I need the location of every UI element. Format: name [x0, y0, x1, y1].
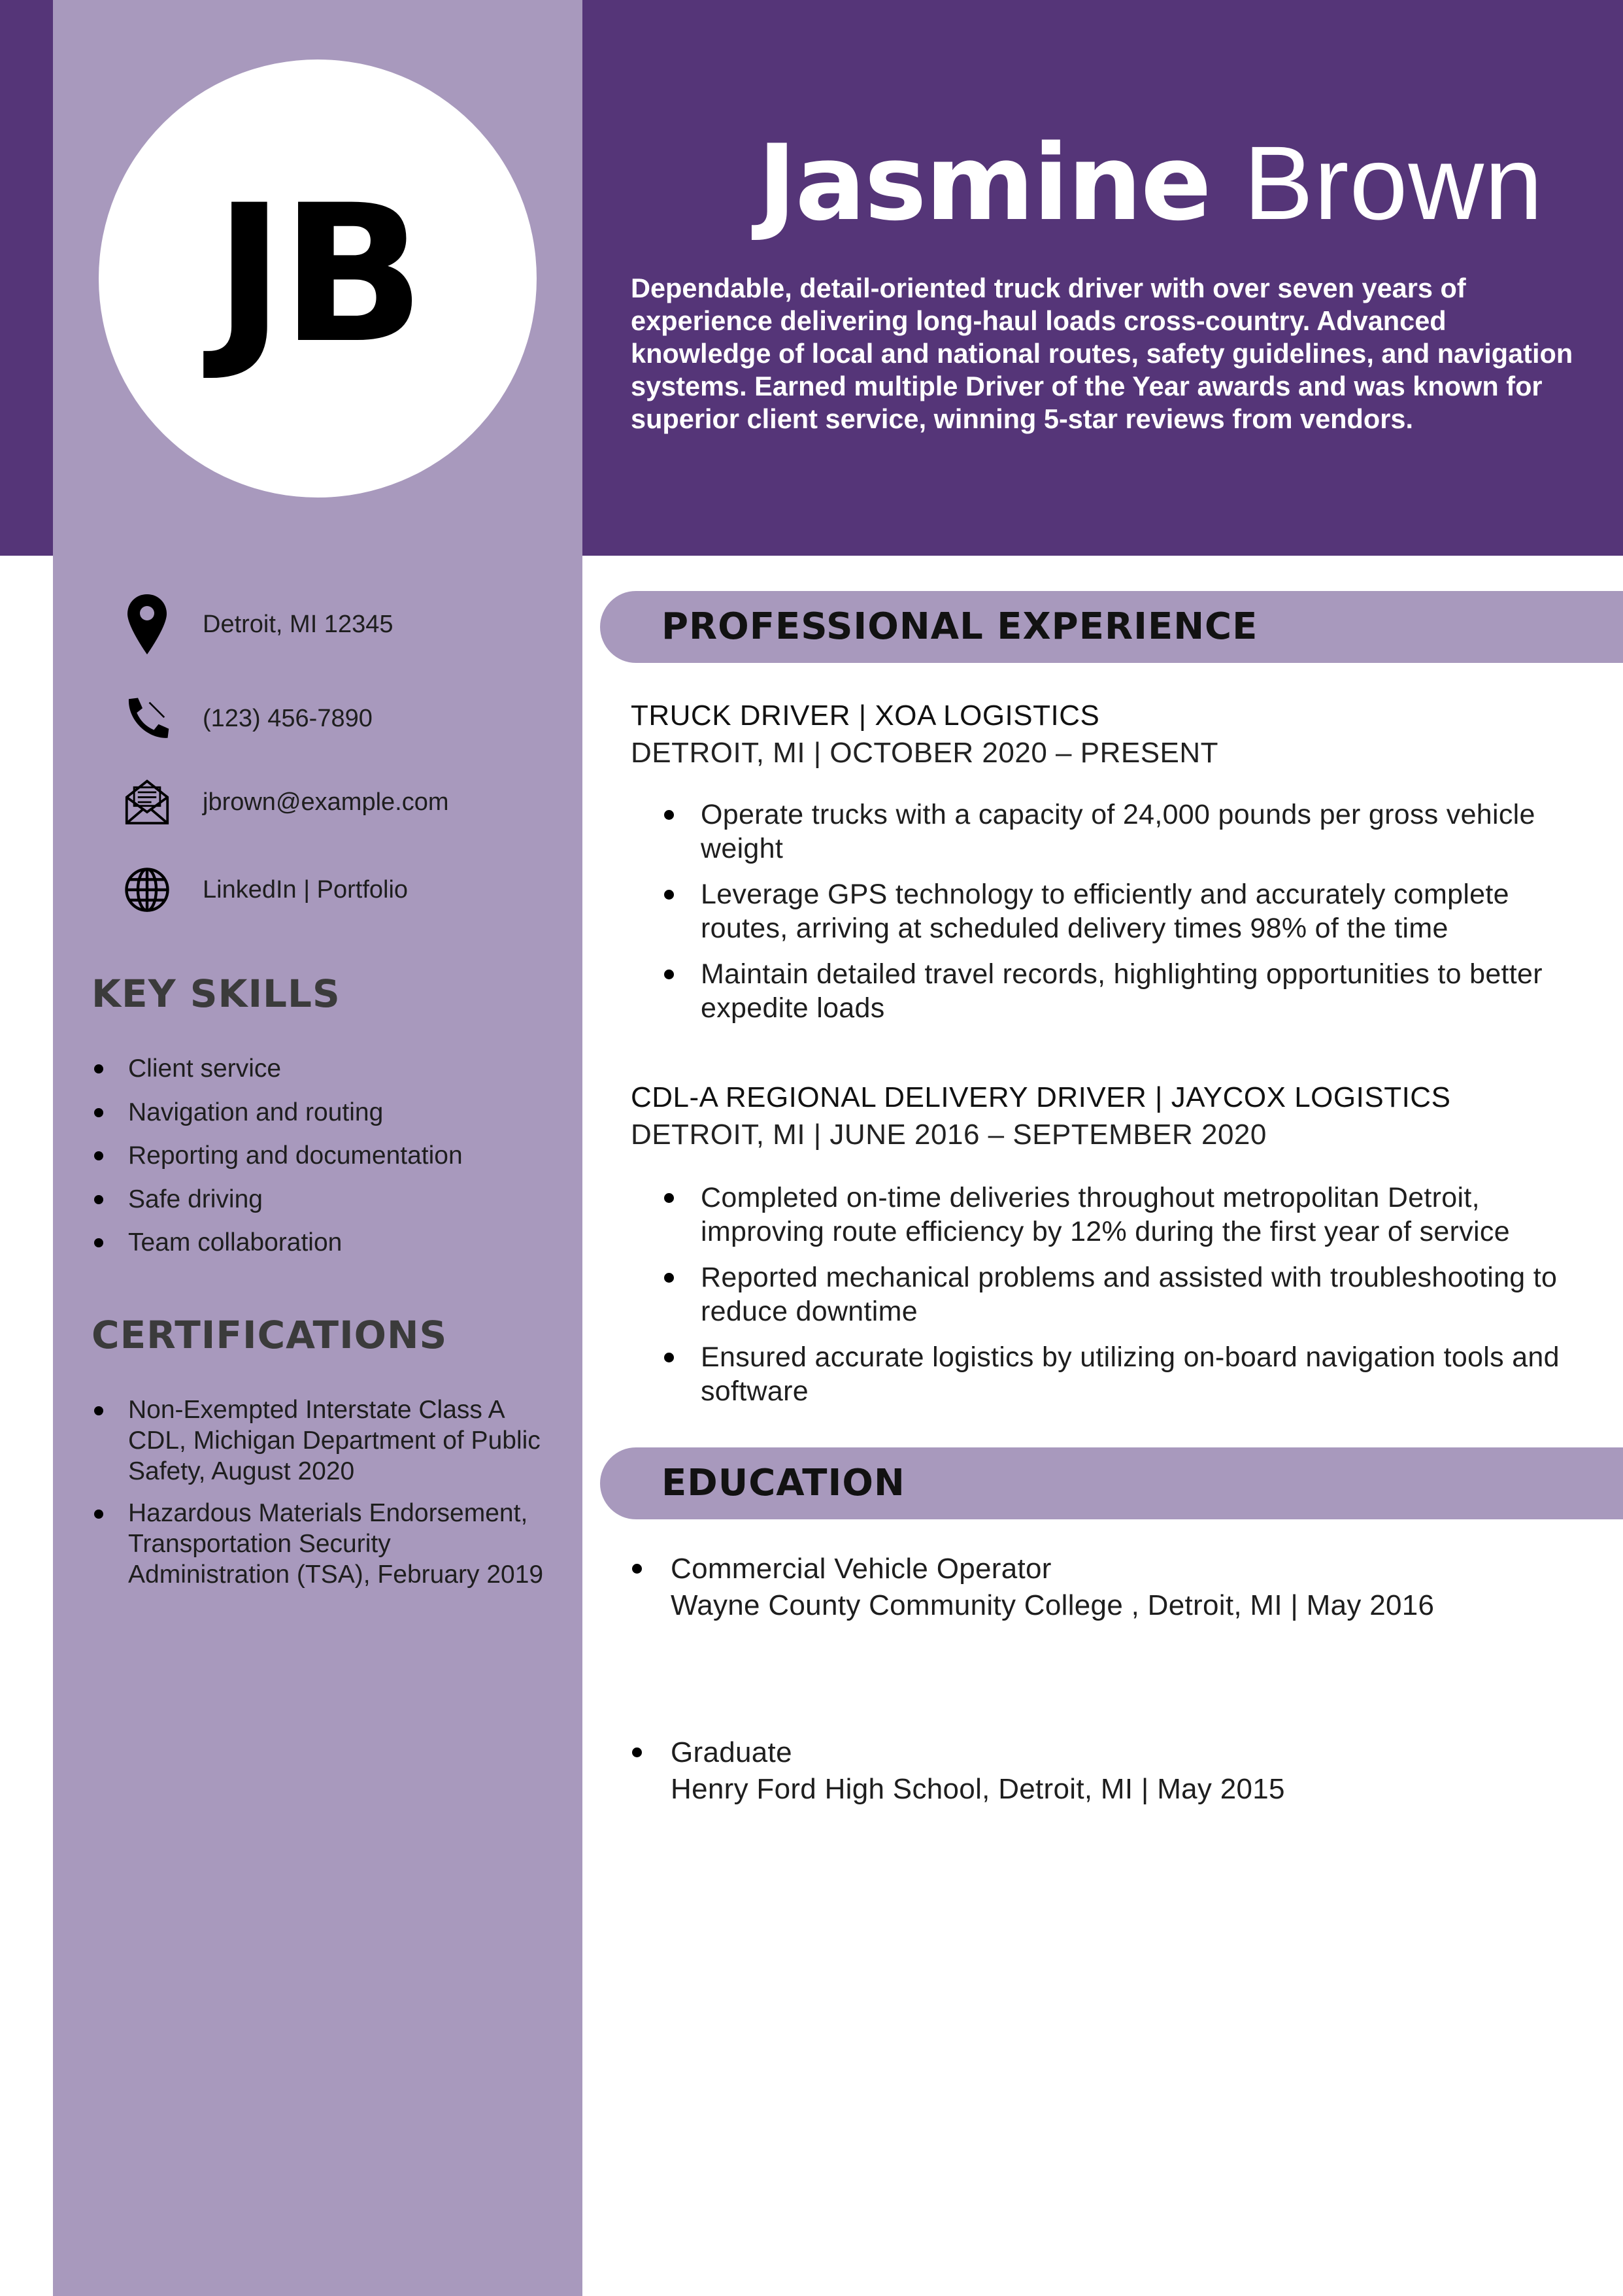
map-pin-icon: [124, 601, 170, 647]
skills-heading: KEY SKILLS: [92, 971, 341, 1016]
experience-section-bar: [600, 591, 1623, 663]
contact-phone: [124, 696, 373, 741]
job-title: TRUCK DRIVER | XOA LOGISTICS: [631, 700, 1100, 732]
skill-item: Navigation and routing: [128, 1096, 560, 1140]
monogram-circle: [99, 59, 537, 498]
job-meta: DETROIT, MI | OCTOBER 2020 – PRESENT: [631, 737, 1219, 769]
job-bullet: Operate trucks with a capacity of 24,000 pounds per gross vehicle weight: [701, 798, 1603, 866]
skill-item: Client service: [128, 1053, 560, 1096]
education-item: [671, 1551, 1599, 1624]
certification-item: Hazardous Materials Endorsement, Transportation Security Administration (TSA), February 2019: [128, 1498, 553, 1590]
job-bullet: Maintain detailed travel records, highlighting opportunities to better expedite loads: [701, 957, 1603, 1025]
contact-email[interactable]: [124, 779, 449, 825]
phone-icon: [124, 696, 170, 741]
job-bullet: Ensured accurate logistics by utilizing on-board navigation tools and software: [701, 1340, 1603, 1408]
first-name: Jasmine: [757, 122, 1211, 244]
skill-item: Team collaboration: [128, 1226, 560, 1270]
envelope-icon: [124, 779, 170, 825]
education-item: [671, 1734, 1599, 1808]
globe-icon: [124, 867, 170, 913]
education-school: Henry Ford High School, Detroit, MI | May 2015: [671, 1773, 1285, 1805]
education-heading: EDUCATION: [661, 1462, 905, 1504]
bullet-dot: [632, 1747, 642, 1757]
job-bullets: [701, 1181, 1603, 1420]
job-bullet: Leverage GPS technology to efficiently and accurately complete routes, arriving at scheduled delivery times 98% of the time: [701, 877, 1603, 945]
job-bullet: Reported mechanical problems and assisted with troubleshooting to reduce downtime: [701, 1260, 1603, 1328]
monogram: JB: [214, 165, 422, 385]
last-name: Brown: [1243, 124, 1544, 241]
education-school: Wayne County Community College , Detroit, MI | May 2016: [671, 1589, 1435, 1621]
experience-heading: PROFESSIONAL EXPERIENCE: [661, 605, 1258, 648]
summary: Dependable, detail-oriented truck driver with over seven years of experience delivering long-haul loads cross-country. Advanced knowledge of local and national routes, safety guidelines, and navigation systems. Earned multiple Driver of the Year awards and was known for superior client service, winning 5-star reviews from vendors.: [631, 273, 1573, 434]
skills-list: [128, 1053, 560, 1270]
candidate-name: [699, 122, 1601, 244]
email-text[interactable]: jbrown@example.com: [203, 788, 449, 816]
skill-item: Safe driving: [128, 1183, 560, 1227]
job-bullets: [701, 798, 1603, 1037]
skill-item: Reporting and documentation: [128, 1140, 560, 1183]
certification-item: Non-Exempted Interstate Class A CDL, Michigan Department of Public Safety, August 2020: [128, 1394, 553, 1487]
contact-location: [124, 601, 393, 647]
certifications-list: [128, 1394, 553, 1601]
job-meta: DETROIT, MI | JUNE 2016 – SEPTEMBER 2020: [631, 1119, 1267, 1151]
education-degree: Commercial Vehicle Operator: [671, 1553, 1052, 1585]
certifications-heading: CERTIFICATIONS: [92, 1313, 448, 1357]
education-degree: Graduate: [671, 1736, 792, 1768]
contact-web[interactable]: [124, 867, 409, 913]
job-bullet: Completed on-time deliveries throughout metropolitan Detroit, improving route efficiency by 12% during the first year of service: [701, 1181, 1603, 1249]
bullet-dot: [632, 1564, 642, 1574]
location-text: Detroit, MI 12345: [203, 610, 393, 638]
education-section-bar: [600, 1447, 1623, 1519]
web-links-text[interactable]: LinkedIn | Portfolio: [203, 875, 409, 903]
phone-text: (123) 456-7890: [203, 704, 373, 732]
job-title: CDL-A REGIONAL DELIVERY DRIVER | JAYCOX LOGISTICS: [631, 1081, 1451, 1113]
